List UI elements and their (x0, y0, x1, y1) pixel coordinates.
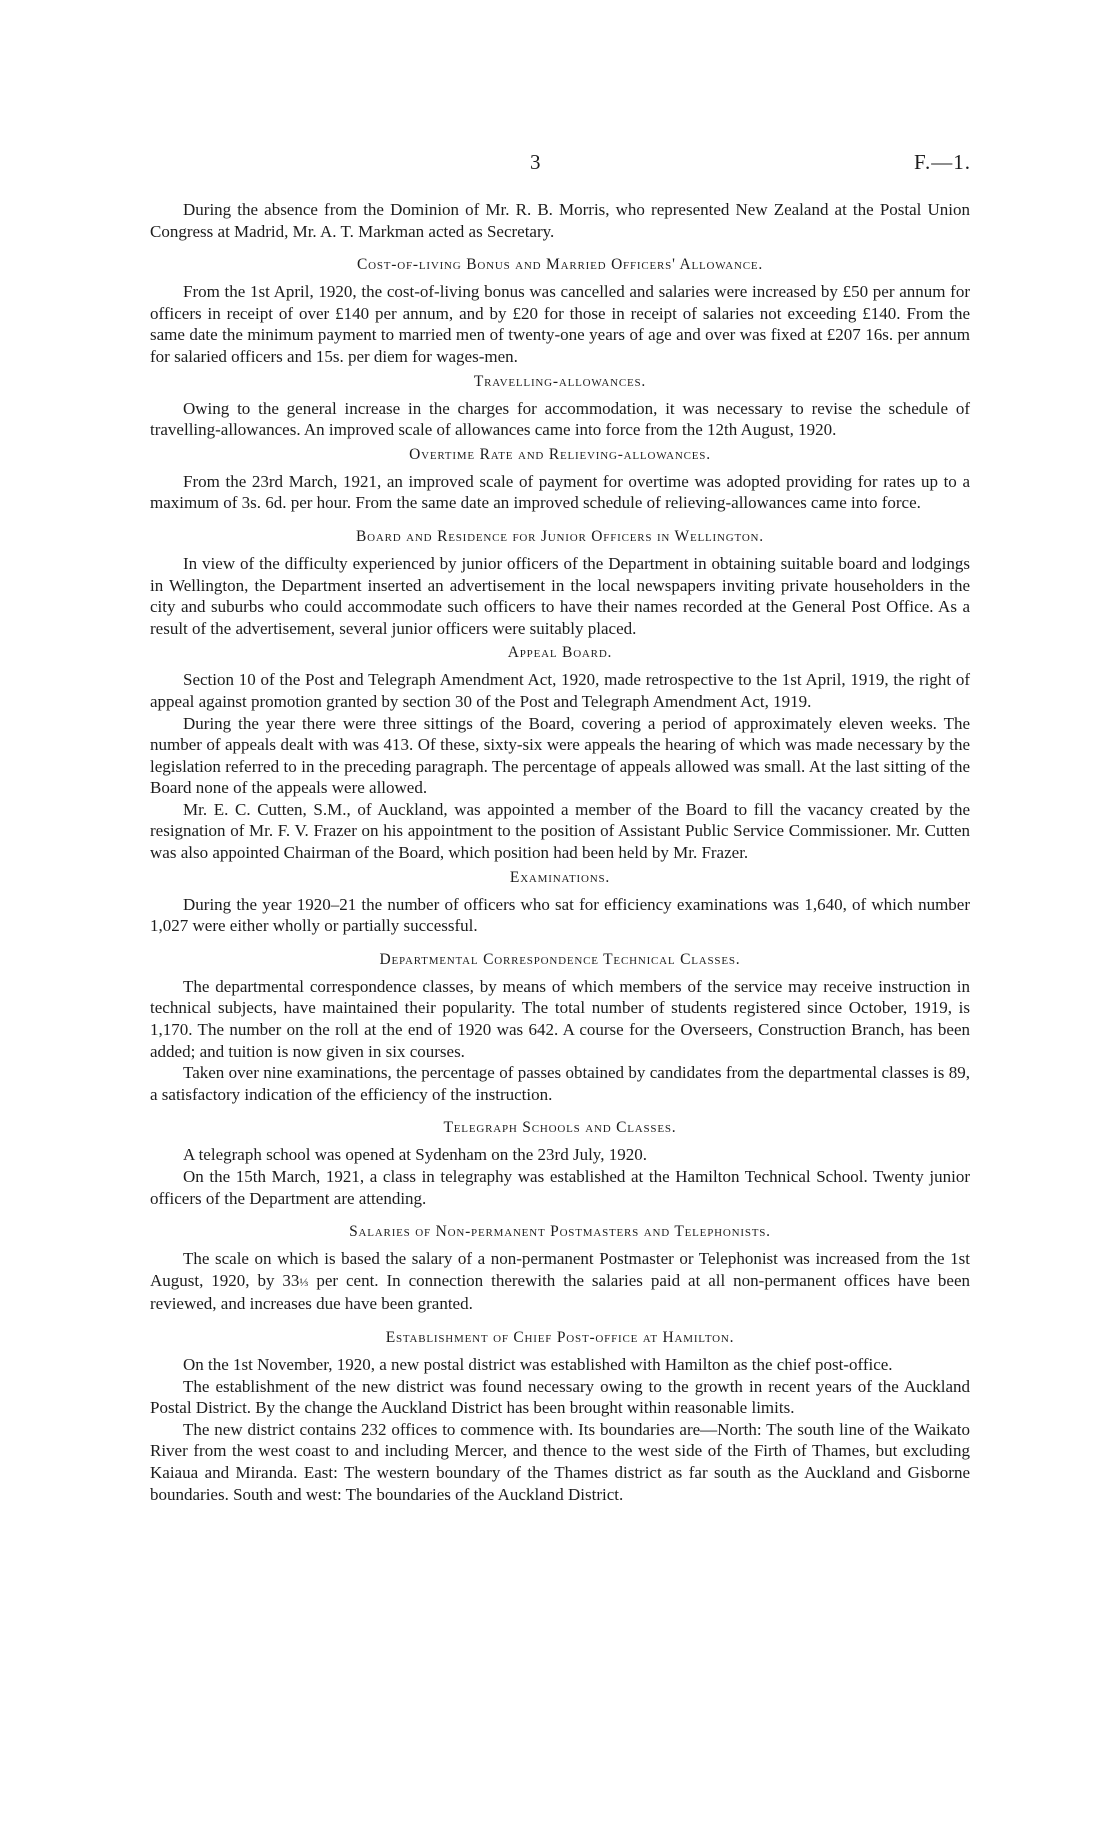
paragraph: In view of the difficulty experienced by junior officers of the Department in obtaining suitable board and lodgings in Wellington, the Department inserted an advertisement in the local newspapers inviting private householders in the city and suburbs who could accommodate such officers to have their names recorded at the General Post Office. As a result of the advertisement, several junior officers were suitably placed. (150, 553, 970, 638)
paragraph: From the 1st April, 1920, the cost-of-living bonus was cancelled and salaries were increased by £50 per annum for officers in receipt of over £140 per annum, and by £20 for those in receipt of salaries not exceeding £140. From the same date the minimum payment to married men of twenty-one years of age and over was fixed at £207 16s. per annum for salaried officers and 15s. per diem for wages-men. (150, 282, 970, 366)
paragraph: On the 15th March, 1921, a class in telegraphy was established at the Hamilton Technical School. Twenty junior officers of the Department are attending. (150, 1167, 970, 1208)
section-heading-telegraph-schools: Telegraph Schools and Classes. (443, 1119, 677, 1137)
section-heading-appeal-board: Appeal Board. (507, 644, 613, 662)
paragraph: Section 10 of the Post and Telegraph Amendment Act, 1920, made retrospective to the 1st April, 1919, the right of appeal against promotion granted by section 30 of the Post and Telegraph Amendment Act, 1919. (150, 670, 970, 711)
paragraph: Owing to the general increase in the charges for accommodation, it was necessary to revise the schedule of travelling-allowances. An improved scale of allowances came into force from the 12th August, 1920. (150, 398, 970, 440)
paragraph: During the year 1920–21 the number of officers who sat for efficiency examinations was 1,640, of which number 1,027 were either wholly or partially successful. (150, 894, 970, 936)
section-heading-hamilton-post-office: Establishment of Chief Post-office at Hamilton. (385, 1328, 735, 1346)
paragraph: Taken over nine examinations, the percentage of passes obtained by candidates from the departmental classes is 89, a satisfactory indication of the efficiency of the instruction. (150, 1063, 970, 1104)
document-body (150, 199, 970, 1505)
paragraph: The establishment of the new district was found necessary owing to the growth in recent years of the Auckland Postal District. By the change the Auckland District has been brought within reasonable limits. (150, 1376, 970, 1418)
section-heading-correspondence-classes: Departmental Correspondence Technical Classes. (379, 950, 741, 968)
section-heading-cost-of-living: Cost-of-living Bonus and Married Officers' Allowance. (356, 256, 764, 274)
paragraph: The departmental correspondence classes, by means of which members of the service may receive instruction in technical subjects, have maintained their popularity. The total number of students registered since October, 1919, is 1,170. The number on the roll at the end of 1920 was 642. A course for the Overseers, Construction Branch, has been added; and tuition is now given in six courses. (150, 976, 970, 1061)
page-number: 3 (530, 150, 541, 174)
section-heading-board-and-residence: Board and Residence for Junior Officers in Wellington. (356, 527, 764, 545)
paragraph: Mr. E. C. Cutten, S.M., of Auckland, was appointed a member of the Board to fill the vacancy created by the resignation of Mr. F. V. Frazer on his appointment to the position of Assistant Public Service Commissioner. Mr. Cutten was also appointed Chairman of the Board, which position had been held by Mr. Frazer. (150, 799, 970, 863)
paragraph: On the 1st November, 1920, a new postal district was established with Hamilton as the chief post-office. (183, 1354, 893, 1374)
paragraph-text: The scale on which is based the salary of a non-permanent Postmaster or Telephonist was increased from the 1st August, 1920, by 33 (150, 1249, 970, 1290)
page-header (0, 150, 1114, 184)
paragraph: The new district contains 232 offices to commence with. Its boundaries are—North: The south line of the Waikato River from the west coast to and including Mercer, and thence to the west side of the Firth of Thames, but excluding Kaiaua and Miranda. East: The western boundary of the Thames district as far south as the Auckland and Gisborne boundaries. South and west: The boundaries of the Auckland District. (150, 1419, 970, 1504)
section-heading-non-permanent-salaries: Salaries of Non-permanent Postmasters and Telephonists. (349, 1223, 771, 1241)
report-reference: F.—1. (914, 150, 971, 174)
section-heading-overtime-rate: Overtime Rate and Relieving-allowances. (409, 445, 711, 463)
fraction-one-third: ⅓ (299, 1274, 309, 1289)
paragraph: During the year there were three sittings of the Board, covering a period of approximately eleven weeks. The number of appeals dealt with was 413. Of these, sixty-six were appeals the hearing of which was made necessary by the legislation referred to in the preceding paragraph. The percentage of appeals allowed was small. At the last sitting of the Board none of the appeals were allowed. (150, 713, 970, 798)
section-heading-examinations: Examinations. (509, 868, 611, 886)
paragraph-text: per cent. In connection therewith the salaries paid at all non-permanent offices have been reviewed, and increases due have been granted. (150, 1270, 970, 1314)
section-heading-travelling-allowances: Travelling-allowances. (473, 372, 647, 390)
paragraph: During the absence from the Dominion of Mr. R. B. Morris, who represented New Zealand at the Postal Union Congress at Madrid, Mr. A. T. Markman acted as Secretary. (150, 200, 970, 241)
paragraph: From the 23rd March, 1921, an improved scale of payment for overtime was adopted providing for rates up to a maximum of 3s. 6d. per hour. From the same date an improved schedule of relieving-allowances came into force. (150, 471, 970, 513)
paragraph (150, 1248, 970, 1315)
paragraph: A telegraph school was opened at Sydenham on the 23rd July, 1920. (183, 1145, 647, 1165)
